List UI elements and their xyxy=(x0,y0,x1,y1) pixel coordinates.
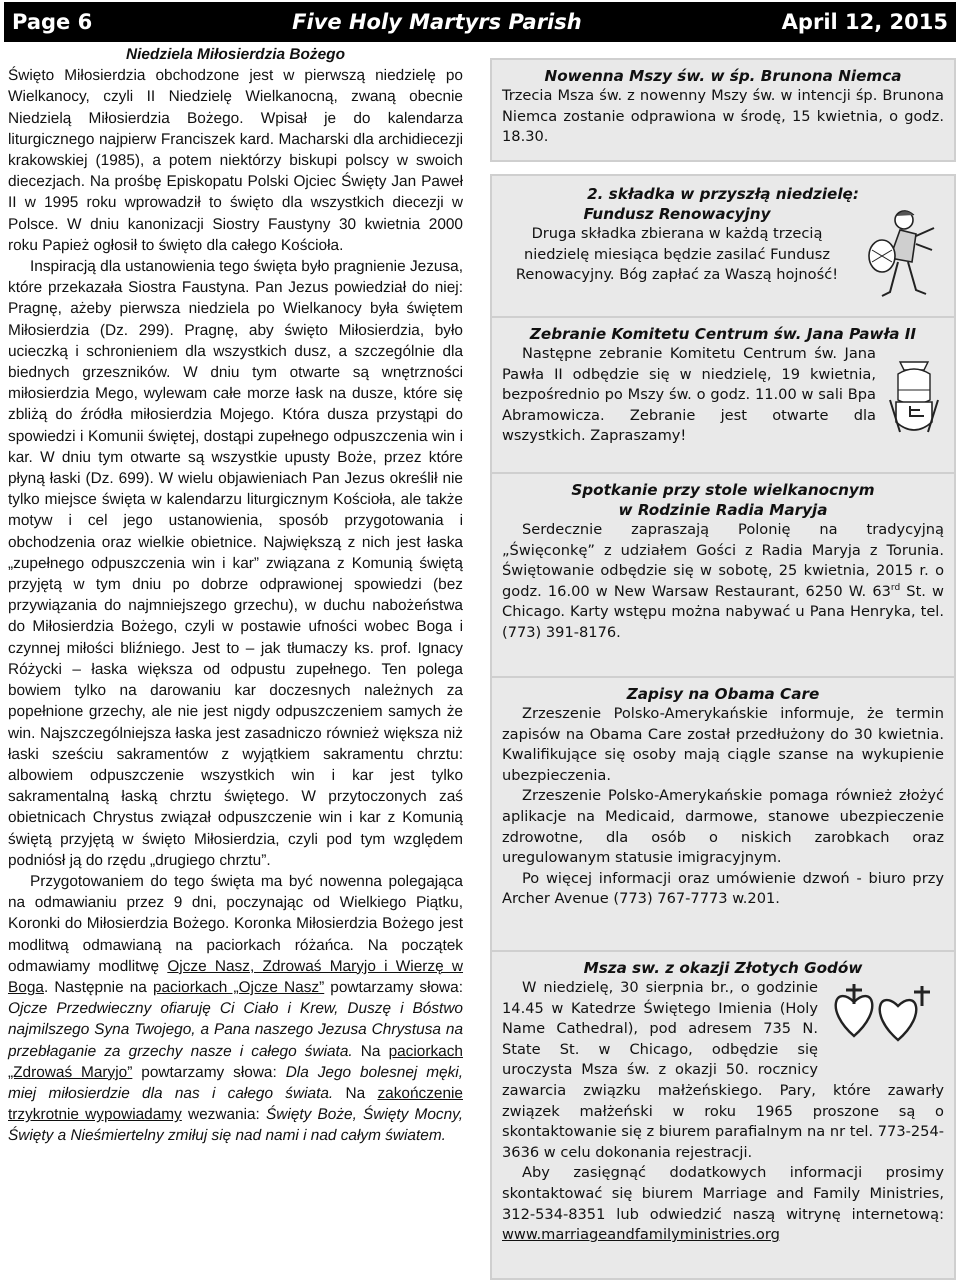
issue-date: April 12, 2015 xyxy=(781,10,948,34)
website-link[interactable]: www.marriageandfamilyministries.org xyxy=(502,1226,780,1244)
box-text: Druga składka zbierana w każdą trzecią niedzielę miesiąca będzie zasilać Fundusz Renowacyjny. Bóg zapłać za Waszą hojność! xyxy=(515,225,839,284)
box-title: Nowenna Mszy św. w śp. Brunona Niemca xyxy=(544,67,902,85)
article-paragraph xyxy=(8,871,463,1147)
text-run: powtarzamy słowa: xyxy=(132,1063,286,1081)
superscript: rd xyxy=(890,582,901,593)
page-header xyxy=(4,2,956,42)
prayer-text: Dla Jego bolesnej męki, miej miłosierdzie dla nas i całego świata. xyxy=(8,1063,463,1102)
article-paragraph: Święto Miłosierdzia obchodzone jest w pierwszą niedzielę po Wielkanocy, czyli II Niedzielę Wielkanocną, zwaną obecnie Niedzielą Miłosierdzia Bożego. Wpisał je do kalendarza liturgicznego najpierw Franciszek kard. Macharski dla archidiecezji krakowskiej (1985), a potem niektórzy biskupi polscy w swoich diecezjach. Na prośbę Episkopatu Polski Ojciec Święty Jan Paweł II w 1995 roku wprowadził to święto dla wszystkich diecezji w Polsce. W dniu kanonizacji Siostry Faustyny 30 kwietnia 2000 roku Papież ogłosił to święto dla całego Kościoła. xyxy=(8,67,463,254)
prayer-text: Święty Boże, Święty Mocny, Święty a Nieśmiertelny zmiłuj się nad nami i nad całym światem. xyxy=(8,1106,463,1145)
box-title: Spotkanie przy stole wielkanocnym xyxy=(571,481,875,499)
box-title: Zapisy na Obama Care xyxy=(626,685,820,703)
closing-instruction: zakończenie trzykrotnie wypowiadamy xyxy=(8,1084,463,1124)
text-run: powtarzamy słowa: xyxy=(324,978,463,996)
text-run: Przygotowaniem do tego święta ma być nowenna polegająca na odmawianiu przez 9 dni, poczynając od Wielkiego Piątku, Koronki do Miłosierdzia Bożego. Koronka Miłosierdzia Bożego jest modlitwą odmawianą na paciorkach różańca. Na początek odmawiamy modlitwę xyxy=(8,872,463,975)
box-title: 2. składka w przyszłą niedzielę: xyxy=(587,185,859,203)
box-text: Trzecia Msza św. z nowenny Mszy św. w intencji śp. Brunona Niemca zostanie odprawiona w środę, 15 kwietnia, o godz. 18.30. xyxy=(502,87,944,146)
beads-our-father: paciorkach „Ojcze Nasz” xyxy=(152,978,325,996)
box-text: Zrzeszenie Polsko-Amerykańskie pomaga również złożyć aplikacje na Medicaid, darmowe, stanowe ubezpieczenie zdrowotne, dla osób o niskich zarobkach oraz uregulowanym statusie imigracyjnym. xyxy=(502,787,944,867)
box-subtitle: w Rodzinie Radia Maryja xyxy=(618,501,828,519)
box-text xyxy=(502,1163,944,1245)
prayer-names: Ojcze Nasz, Zdrowaś Maryjo i Wierzę w Boga xyxy=(8,957,464,996)
box-spotkanie xyxy=(490,472,956,678)
text-run: wezwania: xyxy=(181,1106,267,1124)
prayer-text: Ojcze Przedwieczny ofiaruję Ci Ciało i Krew, Duszę i Bóstwo najmilszego Syna Twojego, a Pana naszego Jezusa Chrystusa na przebłaganie za grzechy nasze i całego świata. xyxy=(8,1000,463,1060)
box-text: Następne zebranie Komitetu Centrum św. Jana Pawła II odbędzie się w niedzielę, 19 kwietnia, bezpośrednio po Mszy św. o godz. 11.00 w sali Bpa Abramowicza. Zebranie jest otwarte dla wszystkich. Zapraszamy! xyxy=(502,345,876,445)
box-title: Msza sw. z okazji Złotych Godów xyxy=(583,959,863,977)
text-run: Aby zasięgnąć dodatkowych informacji prosimy skontaktować się biurem Marriage and Family Ministries, 312-534-8351 lub odwiedzić naszą witrynę internetową: xyxy=(502,1164,944,1223)
text-run: Serdecznie zapraszają Polonię na tradycyjną „Święconkę” z udziałem Gości z Radia Maryja z Torunia. Świętowanie odbędzie się w sobotę, 25 kwietnia, 2015 r. o godz. 16.00 w New Warsaw Restaurant, 6250 W. 63 xyxy=(502,521,944,600)
two-hearts-crosses-icon xyxy=(826,980,944,1067)
box-text: W niedzielę, 30 sierpnia br., o godzinie 14.45 w Katedrze Świętego Imienia (Holy Name Cathedral), pod adresem 735 N. State St. w Chicago, odbędzie się uroczysta Msza św. z okazji 50. rocznicy zawarcia związku małżeńskiego. Pary, które zawarły związek małżeński w roku 1965 proszone są o skontaktowanie się z biurem parafialnym na nr tel. 773-254-3636 w celu dokonania rejestracji. xyxy=(502,979,945,1161)
box-skladka xyxy=(490,174,956,334)
box-title: Zebranie Komitetu Centrum św. Jana Pawła II xyxy=(529,325,917,343)
box-text xyxy=(502,520,944,644)
beads-hail-mary: paciorkach „Zdrowaś Maryjo” xyxy=(8,1042,463,1081)
box-msza xyxy=(490,950,956,1280)
text-run: . Następnie na xyxy=(43,978,153,996)
parish-name: Five Holy Martyrs Parish xyxy=(292,10,582,34)
text-run: St. w Chicago. Karty wstępu można nabywać u Pana Henryka, tel. (773) 391-8176. xyxy=(502,582,944,641)
box-subtitle: Fundusz Renowacyjny xyxy=(583,205,771,223)
text-run: Na xyxy=(352,1042,389,1060)
box-obama xyxy=(490,676,956,962)
article-paragraph: Inspiracją dla ustanowienia tego święta było pragnienie Jezusa, które przekazała Siostra Faustyna. Pan Jezus powiedział do niej: Pragnę, ażeby pierwsza niedziela po Wielkanocy była świętem Miłosierdzia (Dz. 299). Pragnę, aby święto Miłosierdzia, było ucieczką i schronieniem dla wszystkich dusz, a szczególnie dla biednych grzeszników. W dniu tym otwarte są wnętrzności miłosierdzia Mego, wylewam całe morze łask na dusze, które się zbliżą do źródła miłosierdzia Mojego. Która dusza przystąpi do spowiedzi i Komunii świętej, dostąpi zupełnego odpuszczenia win i kar. W dniu tym otwarte są wszystkie upusty Boże, przez które płyną łaski (Dz. 699). W wielu objawieniach Pan Jezus określił nie tylko miejsce święta w kalendarzu liturgicznym Kościoła, ale także motyw i cel jego ustanowienia, sposób przygotowania i obchodzenia oraz wielkie obietnice. Największą z nich jest łaska „zupełnego odpuszczenia win i kar” związana z Komunią świętą przyjętą w tym dniu po dobrze odprawionej spowiedzi (bez przywiązania do najmniejszego grzechu), w duchu nabożeństwa do Miłosierdzia Bożego, czyli w postawie ufności wobec Boga i czynnej miłości bliźniego. Jest to – jak tłumaczy ks. prof. Ignacy Różycki – łaska większa od odpustu zupełnego. Ten polega bowiem tylko na darowaniu kar doczesnych należnych za popełnione grzechy, ale nie jest nigdy odpuszczeniem samych że win. Najszczególniejsza łaska jest zasadniczo również większa niż łaski sześciu sakramentów z wyjątkiem sakramentu chrztu: albowiem odpuszczenie wszystkich win i kar jest tylko sakramentalną łaską chrztu świętego. W przytoczonych zaś obietnicach Chrystus związał odpuszczenie win i kar z Komunią świętą przyjętą w święto Miłosierdzia, czyli pod tym względem podniósł ją do rzędu „drugiego chrztu”. xyxy=(8,258,463,869)
page-number: Page 6 xyxy=(12,10,93,34)
papal-coat-of-arms-icon xyxy=(884,360,944,445)
text-run: Na xyxy=(333,1084,378,1102)
main-article xyxy=(8,44,463,1147)
drummer-figure-icon xyxy=(860,206,944,309)
box-nowenna xyxy=(490,58,956,162)
box-text: Zrzeszenie Polsko-Amerykańskie informuje, że termin zapisów na Obama Care został przedłużony do 30 kwietnia. Kwalifikujące się osoby mają ciągle szanse na wykupienie ubezpieczenia. xyxy=(502,705,944,784)
article-title: Niedziela Miłosierdzia Bożego xyxy=(126,46,345,63)
box-komitet xyxy=(490,316,956,480)
box-text: Po więcej informacji oraz umówienie dzwoń - biuro przy Archer Avenue (773) 767-7773 w.201. xyxy=(502,869,944,908)
